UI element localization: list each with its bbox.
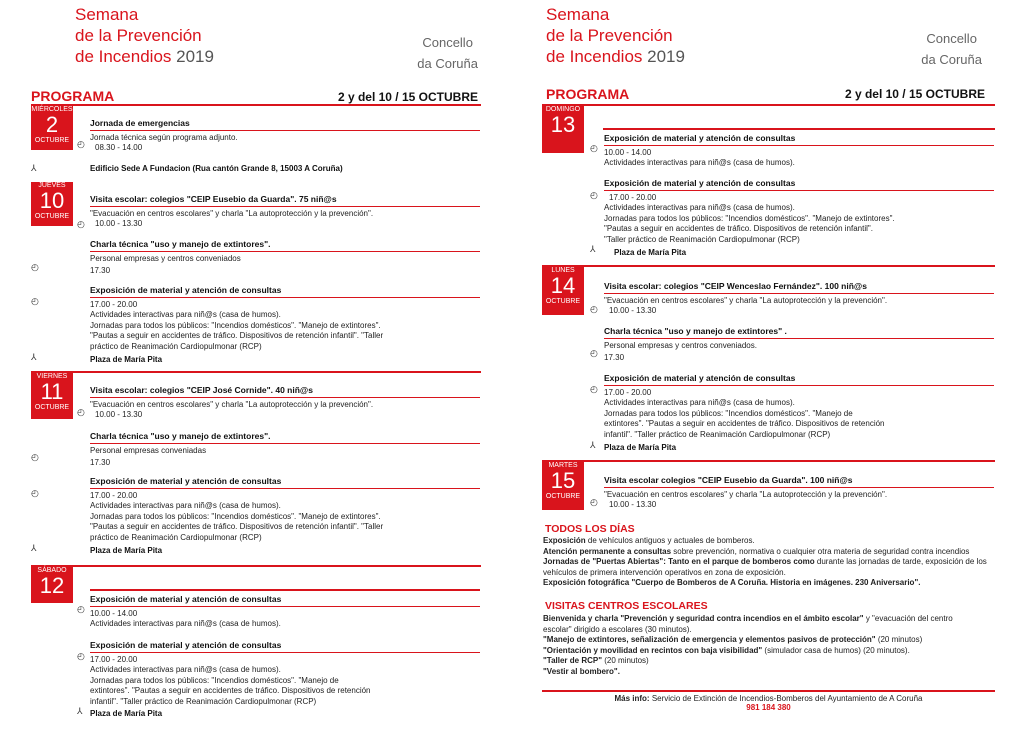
item-bold: Atención permanente a consultas — [543, 546, 672, 556]
event-location: Plaza de María Pita — [90, 709, 163, 718]
event-charla-extintores-2 — [90, 431, 480, 469]
title-line-1: Semana — [75, 5, 139, 24]
footer-label: Más info: — [614, 694, 650, 703]
event-desc: "Evacuación en centros escolares" y charla "La autoprotección y la prevención". — [90, 208, 374, 218]
event-exposicion-tarde — [90, 640, 480, 707]
item-bold: "Taller de RCP" — [543, 656, 603, 665]
item-bold: "Vestir al bombero". — [543, 666, 620, 676]
event-title: Exposición de material y atención de consultas — [604, 373, 994, 386]
todos-los-dias-list — [543, 536, 995, 589]
event-desc: "Pautas a seguir en accidentes de tráfico. Dispositivos de retención infantil". — [604, 224, 873, 233]
footer — [542, 694, 995, 712]
divider — [542, 265, 995, 267]
location-pin-icon: ⅄ — [590, 244, 596, 254]
location-pin-icon: ⅄ — [31, 163, 37, 173]
title-line-3: de Incendios — [546, 47, 643, 66]
day-box-14 — [542, 267, 584, 315]
todos-los-dias-heading: TODOS LOS DÍAS — [545, 523, 635, 535]
organizer-line-1: Concello — [926, 31, 977, 46]
clock-icon: ◴ — [77, 651, 85, 661]
item-text: de vehículos antiguos y actuales de bomberos. — [585, 536, 755, 545]
event-desc: Jornadas para todos los públicos: "Incendios domésticos". "Manejo de — [604, 408, 853, 418]
event-time: 17.30 — [90, 458, 111, 467]
clock-icon: ◴ — [31, 452, 39, 462]
event-desc: "Pautas a seguir en accidentes de tráfico. Dispositivos de retención infantil". "Taller — [90, 522, 384, 531]
event-title — [75, 4, 214, 67]
event-exposicion-manana — [90, 594, 480, 630]
item-text: (20 minutos) — [875, 635, 923, 644]
event-desc: Personal empresas y centros conveniados — [90, 253, 241, 263]
clock-icon: ◴ — [77, 604, 85, 614]
divider — [542, 460, 995, 462]
day-month: OCTUBRE — [34, 404, 70, 411]
item-text: y "evacuación del centro — [863, 614, 953, 623]
event-visita-eusebio — [604, 475, 994, 511]
event-desc: Actividades interactivas para niñ@s (casa de humos). — [90, 501, 281, 510]
divider — [542, 690, 995, 692]
event-exposicion-tarde — [604, 178, 994, 245]
event-desc: Jornada técnica según programa adjunto. — [90, 132, 238, 142]
day-number: 10 — [39, 188, 65, 213]
item-bold: "Orientación y movilidad en recintos con baja visibilidad" — [543, 645, 763, 655]
day-name: MARTES — [548, 462, 578, 469]
event-time: 17.30 — [90, 266, 111, 275]
event-desc: Actividades interactivas para niñ@s (casa de humos). — [90, 665, 281, 674]
organizer-line-2: da Coruña — [417, 56, 478, 71]
event-title: Exposición de material y atención de consultas — [90, 285, 480, 298]
event-charla-extintores — [90, 239, 480, 277]
divider — [90, 589, 480, 591]
day-number: 12 — [39, 573, 65, 598]
event-desc: infantil". "Taller práctico de Reanimación Cardiopulmonar (RCP) — [604, 429, 831, 439]
programa-heading: PROGRAMA — [546, 86, 630, 102]
day-box-12 — [31, 567, 73, 603]
day-month: OCTUBRE — [34, 213, 70, 220]
event-desc: Actividades interactivas para niñ@s (casa de humos). — [90, 619, 281, 628]
event-location: Edificio Sede A Fundacion (Rua cantón Grande 8, 15003 A Coruña) — [90, 164, 343, 173]
event-desc: "Evacuación en centros escolares" y charla "La autoprotección y la prevención". — [604, 489, 888, 499]
location-pin-icon: ⅄ — [31, 352, 37, 362]
organizer-line-1: Concello — [422, 35, 473, 50]
event-time: 10.00 - 13.30 — [609, 306, 657, 315]
event-location: Plaza de María Pita — [90, 355, 163, 364]
event-time: 10.00 - 13.30 — [609, 500, 657, 509]
clock-icon: ◴ — [31, 296, 39, 306]
clock-icon: ◴ — [31, 262, 39, 272]
event-charla-extintores — [604, 326, 994, 364]
event-desc: extintores". "Pautas a seguir en accidentes de tráfico. Dispositivos de retención — [604, 419, 885, 428]
event-title: Visita escolar colegios "CEIP Eusebio da Guarda". 100 niñ@s — [604, 475, 994, 488]
clock-icon: ◴ — [590, 348, 598, 358]
location-pin-icon: ⅄ — [31, 543, 37, 553]
divider — [603, 128, 995, 130]
clock-icon: ◴ — [590, 497, 598, 507]
organizer — [417, 32, 478, 74]
clock-icon: ◴ — [590, 190, 598, 200]
location-pin-icon: ⅄ — [590, 440, 596, 450]
day-month: OCTUBRE — [545, 298, 581, 305]
day-box-10 — [31, 182, 73, 226]
day-name: MIÉRCOLES — [31, 106, 73, 113]
event-title: Visita escolar: colegios "CEIP Wenceslao Fernández". 100 niñ@s — [604, 281, 994, 294]
left-page — [0, 0, 500, 739]
day-box-2 — [31, 106, 73, 150]
day-number: 15 — [550, 468, 576, 493]
day-name: VIERNES — [36, 373, 68, 380]
title-line-2: de la Prevención — [546, 26, 673, 45]
event-time: 10.00 - 13.30 — [95, 219, 143, 228]
event-desc: Actividades interactivas para niñ@s (casa de humos). — [604, 398, 795, 407]
day-name: JUEVES — [38, 182, 66, 189]
dates-heading: 2 y del 10 / 15 OCTUBRE — [337, 90, 478, 104]
event-exposicion — [90, 285, 480, 352]
event-title: Exposición de material y atención de consultas — [90, 476, 480, 489]
item-text: (20 minutos) — [602, 656, 649, 665]
event-desc: práctico de Reanimación Cardiopulmonar (RCP) — [90, 341, 262, 351]
event-title — [546, 4, 685, 67]
day-box-13 — [542, 106, 584, 153]
title-year: 2019 — [647, 47, 685, 66]
event-title: Charla técnica "uso y manejo de extintores". — [90, 239, 480, 252]
event-title: Visita escolar: colegios "CEIP José Cornide". 40 niñ@s — [90, 385, 480, 398]
item-text: durante las jornadas de tarde, exposición de los — [814, 557, 987, 566]
clock-icon: ◴ — [31, 488, 39, 498]
item-text: escolar" dirigido a escolares (30 minutos). — [543, 624, 692, 634]
event-desc: práctico de Reanimación Cardiopulmonar (RCP) — [90, 532, 262, 542]
event-time: 17.00 - 20.00 — [604, 387, 652, 397]
event-desc: "Taller práctico de Reanimación Cardiopulmonar (RCP) — [604, 234, 800, 244]
day-number: 13 — [550, 112, 576, 137]
event-desc: Jornadas para todos los públicos: "Incendios domésticos". "Manejo de extintores". — [604, 213, 895, 223]
day-month: OCTUBRE — [34, 137, 70, 144]
item-text: (simulador casa de humos) (20 minutos). — [762, 645, 910, 655]
clock-icon: ◴ — [590, 384, 598, 394]
event-desc: Actividades interactivas para niñ@s (casa de humos). — [90, 310, 281, 319]
event-time: 17.00 - 20.00 — [90, 299, 138, 309]
clock-icon: ◴ — [77, 407, 85, 417]
footer-text: Servicio de Extinción de Incendios-Bomberos del Ayuntamiento de A Coruña — [649, 694, 923, 703]
programa-heading: PROGRAMA — [31, 88, 115, 104]
event-desc: Personal empresas conveniadas — [90, 445, 207, 455]
event-time: 17.00 - 20.00 — [90, 490, 138, 500]
event-title: Jornada de emergencias — [90, 118, 480, 131]
event-time: 10.00 - 14.00 — [90, 608, 138, 618]
location-pin-icon: ⅄ — [77, 706, 83, 716]
item-text: vehículos de primera intervención operativos en zona de exposición. — [543, 567, 786, 577]
event-title: Exposición de material y atención de consultas — [90, 594, 480, 607]
event-visita-eusebio — [90, 194, 480, 230]
event-desc: Jornadas para todos los públicos: "Incendios domésticos". "Manejo de — [90, 675, 339, 685]
item-bold: Jornadas de "Puertas Abiertas": Tanto en el parque de bomberos como — [543, 557, 815, 566]
event-desc: Jornadas para todos los públicos: "Incendios domésticos". "Manejo de extintores". — [90, 511, 381, 521]
event-emergencias — [90, 118, 480, 154]
event-time: 10.00 - 14.00 — [604, 147, 652, 157]
day-number: 14 — [550, 273, 576, 298]
clock-icon: ◴ — [590, 143, 598, 153]
title-line-2: de la Prevención — [75, 26, 202, 45]
dates-heading: 2 y del 10 / 15 OCTUBRE — [844, 87, 985, 101]
event-desc: Personal empresas y centros conveniados. — [604, 340, 757, 350]
item-bold: "Manejo de extintores, señalización de emergencia y elementos pasivos de protección" — [543, 635, 876, 644]
event-exposicion-manana — [604, 133, 994, 169]
event-title: Visita escolar: colegios "CEIP Eusebio da Guarda". 75 niñ@s — [90, 194, 480, 207]
day-box-11 — [31, 373, 73, 419]
phone-number: 981 184 380 — [746, 703, 791, 712]
visitas-list — [543, 614, 995, 677]
event-title: Exposición de material y atención de consultas — [604, 133, 994, 146]
day-number: 11 — [40, 379, 64, 404]
event-exposicion — [604, 373, 994, 440]
item-bold: Exposición — [543, 536, 586, 545]
event-time: 10.00 - 13.30 — [95, 410, 143, 419]
event-exposicion-2 — [90, 476, 480, 543]
clock-icon: ◴ — [77, 139, 85, 149]
day-box-15 — [542, 462, 584, 510]
event-visita-wenceslao — [604, 281, 994, 317]
day-name: SÁBADO — [37, 567, 67, 574]
event-title: Charla técnica "uso y manejo de extintores" . — [604, 326, 994, 339]
day-name: DOMINGO — [545, 106, 581, 113]
event-title: Exposición de material y atención de consultas — [90, 640, 480, 653]
event-location: Plaza de María Pita — [604, 443, 677, 452]
organizer — [921, 28, 982, 70]
event-desc: "Evacuación en centros escolares" y charla "La autoprotección y la prevención". — [90, 399, 374, 409]
day-name: LUNES — [551, 267, 575, 274]
item-bold: Exposición fotográfica "Cuerpo de Bomberos de A Coruña. Historia en imágenes. 230 Aniversario". — [543, 578, 921, 587]
day-number: 2 — [45, 112, 59, 137]
divider — [542, 104, 995, 106]
title-line-3: de Incendios — [75, 47, 172, 66]
clock-icon: ◴ — [77, 219, 85, 229]
event-desc: infantil". "Taller práctico de Reanimación Cardiopulmonar (RCP) — [90, 696, 317, 706]
divider — [31, 371, 481, 373]
title-year: 2019 — [176, 47, 214, 66]
divider — [31, 565, 481, 567]
organizer-line-2: da Coruña — [921, 52, 982, 67]
event-location: Plaza de María Pita — [614, 248, 687, 257]
event-desc: Actividades interactivas para niñ@s (casa de humos). — [604, 158, 795, 167]
divider — [31, 104, 481, 106]
event-desc: "Evacuación en centros escolares" y charla "La autoprotección y la prevención". — [604, 295, 888, 305]
event-time: 17.00 - 20.00 — [90, 654, 138, 664]
title-line-1: Semana — [546, 5, 610, 24]
event-time: 17.30 — [604, 353, 625, 362]
event-visita-cornide — [90, 385, 480, 421]
clock-icon: ◴ — [590, 304, 598, 314]
event-time: 08.30 - 14.00 — [95, 143, 143, 152]
item-text: sobre prevención, normativa o cualquier otra materia de seguridad contra incendios — [671, 546, 970, 556]
event-title: Charla técnica "uso y manejo de extintores". — [90, 431, 480, 444]
event-desc: Actividades interactivas para niñ@s (casa de humos). — [604, 203, 795, 212]
event-time: 17.00 - 20.00 — [609, 192, 657, 202]
day-month: OCTUBRE — [545, 493, 581, 500]
event-desc: extintores". "Pautas a seguir en accidentes de tráfico. Dispositivos de retención — [90, 686, 371, 695]
visitas-heading: VISITAS CENTROS ESCOLARES — [545, 600, 708, 612]
event-title: Exposición de material y atención de consultas — [604, 178, 994, 191]
event-location: Plaza de María Pita — [90, 546, 163, 555]
item-bold: Bienvenida y charla "Prevención y seguridad contra incendios en el ámbito escolar" — [543, 614, 864, 623]
event-desc: "Pautas a seguir en accidentes de tráfico. Dispositivos de retención infantil". "Taller — [90, 331, 384, 340]
right-page — [515, 0, 1015, 739]
event-desc: Jornadas para todos los públicos: "Incendios domésticos". "Manejo de extintores". — [90, 320, 381, 330]
